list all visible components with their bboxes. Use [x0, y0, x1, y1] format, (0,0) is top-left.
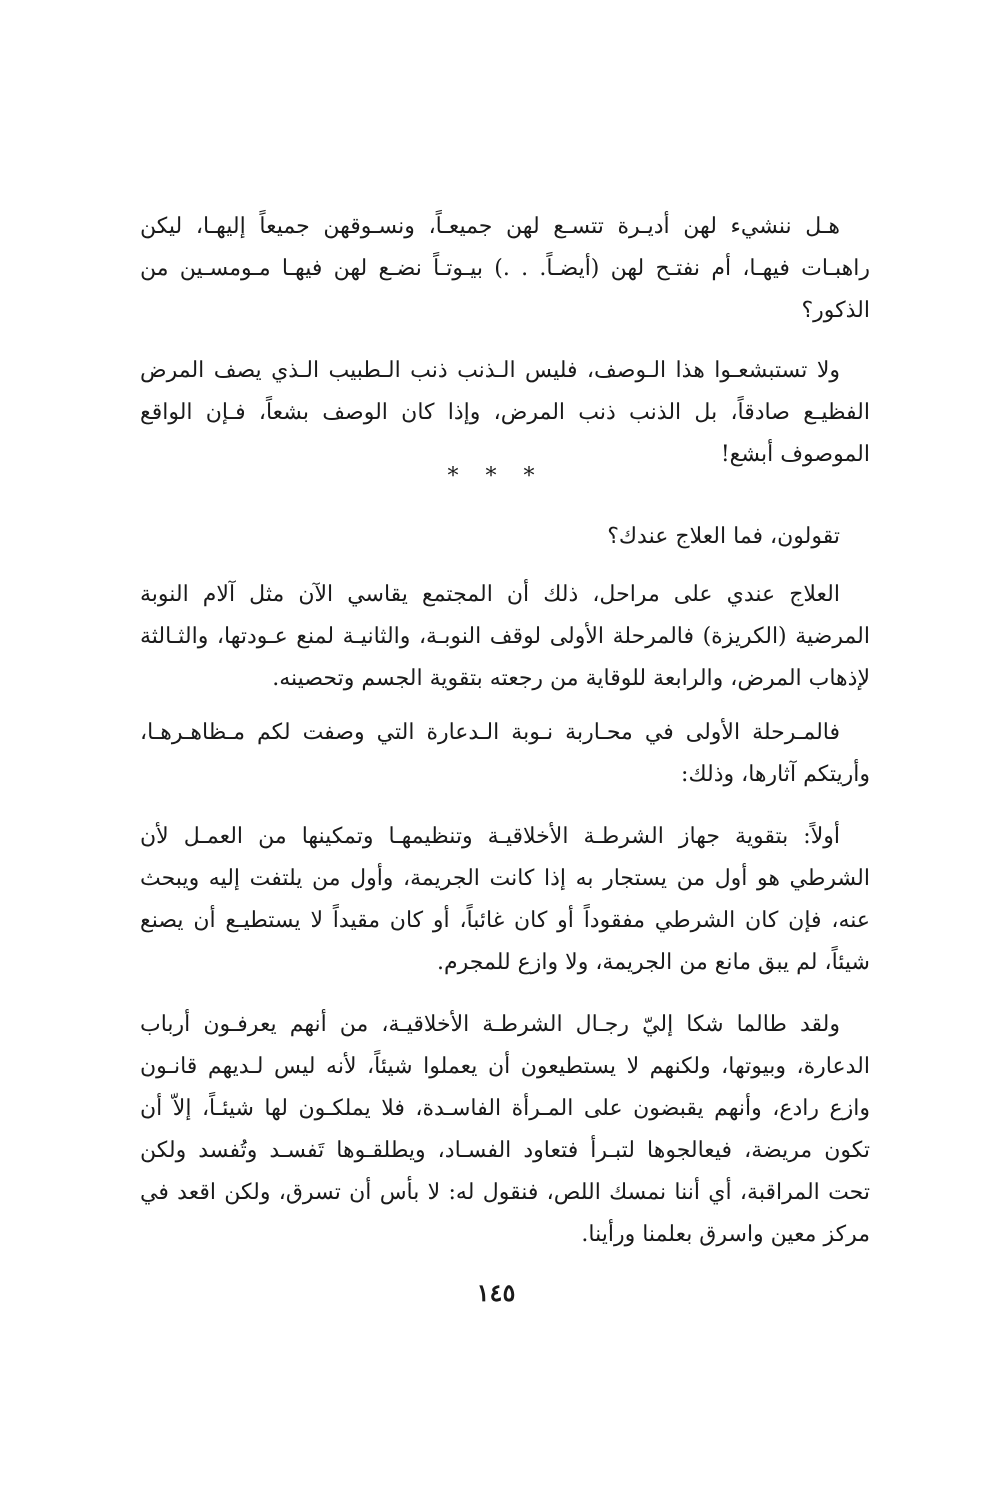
paragraph-7: ولقد طالما شكا إليّ رجـال الشرطـة الأخلاقيـة، من أنهم يعرفـون أرباب الدعارة، وبيوتها، ولكنهم لا يستطيعون أن يعملوا شيئاً، لأنه ليس لـديهم قانـون وازع رادع، وأنهم يقبضون على المـرأة الفاسـدة، فلا يملكـون لها شيئـاً، إلاّ أن تكون مريضة، فيعالجوها لتبـرأ فتعاود الفسـاد، ويطلقـوها تَفسـد وتُفسد ولكن تحت المراقبة، أي أننا نمسك اللص، فنقول له: لا بأس أن تسرق، ولكن اقعد في مركز معين واسرق بعلمنا ورأينا. [140, 1012, 870, 1247]
paragraph-6: أولاً: بتقوية جهاز الشرطـة الأخلاقيـة وتنظيمهـا وتمكينها من العمـل لأن الشرطي هو أول من يستجار به إذا كانت الجريمة، وأول من يلتفت إليه ويبحث عنه، فإن كان الشرطي مفقوداً أو كان غائباً، أو كان مقيداً لا يستطيـع أن يصنع شيئاً، لم يبق مانع من الجريمة، ولا وازع للمجرم. [140, 824, 870, 975]
paragraph-3: تقولون، فما العلاج عندك؟ [607, 524, 840, 549]
paragraph-4: العلاج عندي على مراحل، ذلك أن المجتمع يقاسي الآن مثل آلام النوبة المرضية (الكريزة) فالمرحلة الأولى لوقف النوبـة، والثانيـة لمنع عـودتها، والثـالثة لإذهاب المرض، والرابعة للوقاية من رجعته بتقوية الجسم وتحصينه. [140, 582, 870, 691]
text-group-2 [140, 350, 870, 476]
paragraph-5: فالمـرحلة الأولى في محـاربة نـوبة الـدعارة التي وصفت لكم مـظاهـرهـا، وأريتكم آثارها، وذلك: [140, 720, 870, 787]
paragraph-1: هـل ننشيء لهن أديـرة تتسـع لهن جميعـاً، ونسـوقهن جميعاً إليهـا، ليكن راهبـات فيهـا، أم نفتـح لهن (أيضـاً. . .) بيـوتـاً نضـع لهن فيهـا مـومسـين من الذكور؟ [140, 214, 870, 323]
paragraph-2: ولا تستبشعـوا هذا الـوصف، فليس الـذنب ذنب الـطبيب الـذي يصف المرض الفظيـع صادقاً، بل الذنب ذنب المرض، وإذا كان الوصف بشعاً، فـإن الواقع الموصوف أبشع! [140, 358, 870, 467]
page-number: ١٤٥ [476, 1278, 516, 1307]
text-group-5 [140, 712, 870, 796]
text-group-7 [140, 1004, 870, 1256]
text-group-4 [140, 574, 870, 700]
text-group-1 [140, 206, 870, 332]
text-group-6 [140, 816, 870, 984]
section-separator: * * * [447, 464, 545, 489]
text-group-3 [140, 516, 870, 558]
